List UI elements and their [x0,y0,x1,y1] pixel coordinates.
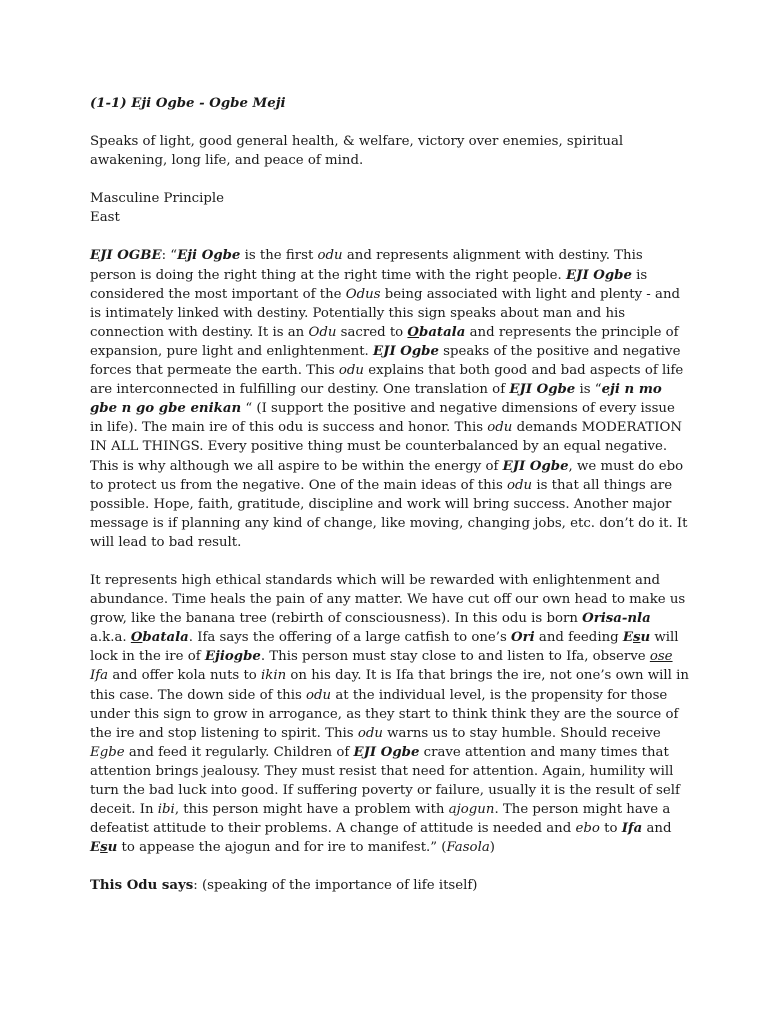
text-run: crave attention and many times that attention brings jealousy. They must resist that need for attention. Again, humility will turn the bad luck into good. If suffering poverty or failure, usually it is the result of self deceit. In [90,744,680,818]
term: Ifa [621,821,643,837]
text-run: “ (I support the positive and negative dimensions of every issue in life). The main ire of this odu is success and honor. This [90,401,675,436]
term: EJI Ogbe [502,458,569,474]
term: Ori [511,630,535,646]
term: odu [306,687,332,703]
term-underlined: s [100,840,108,856]
heading: (1-1) Eji Ogbe - Ogbe Meji [90,96,286,111]
text-run: . Ifa says the offering of a large catfish to one’s [188,630,512,646]
text-run: a.k.a. [90,630,131,646]
text-run: being associated with light and plenty - and is intimately linked with destiny. Potentially this sign speaks about man and his connection with destiny. It is an [90,286,681,340]
term: Odus [345,286,381,302]
principle-block [90,189,690,227]
text-run: and feed it regularly. Children of [124,744,354,760]
text-run: explains that both good and bad aspects of life are interconnected in fulfilling our destiny. One translation of [90,363,684,398]
text-run: sacred to [336,324,408,340]
term: EJI Ogbe [373,343,439,359]
text-run: is that all things are possible. Hope, faith, gratitude, discipline and work will bring success. Another major message is if planning any kind of change, like moving, changing jobs, etc. don’t do it. It will lead to bad result. [90,477,688,550]
term-underlined: ose [649,649,673,665]
text-run: and represents alignment with destiny. This person is doing the right thing at the right time with the right people. [90,248,643,283]
text-run: . The person might have a defeatist attitude to their problems. A change of attitude is needed and [90,802,671,837]
term: E [90,840,101,856]
term: batala [419,324,466,340]
term: Egbe [90,744,125,760]
term: odu [487,420,513,436]
text-run: and [642,821,672,837]
text-run: is considered the most important of the [90,267,648,302]
term: Odu [308,324,337,340]
closing-rest: : (speaking of the importance of life itself) [193,878,478,894]
closing-label: This Odu says [90,878,194,894]
paragraph-ethics [90,571,690,857]
text-run: to [599,821,622,837]
term-underlined: s [633,630,641,646]
text-run: demands MODERATION IN ALL THINGS. Every positive thing must be counterbalanced by an equal negative. This is why although we all aspire to be within the energy of [90,420,683,474]
text-run: warns us to stay humble. Should receive [382,725,661,741]
text-run: It represents high ethical standards which will be rewarded with enlightenment and abundance. Time heals the pain of any matter. We have cut off our own head to make us grow, like the banana tree (rebirth of consciousness). In this odu is born [90,572,686,627]
text-run: and represents the principle of expansion, pure light and enlightenment. [90,324,679,359]
term-underlined: O [130,630,143,646]
term: Ejiogbe [204,649,261,665]
term: EJI Ogbe [509,382,576,398]
term: odu [357,725,383,741]
term: u [107,840,118,856]
text-run: will lock in the ire of [90,630,679,665]
term: EJI Ogbe [566,267,632,283]
text-run: to appease the ajogun and for ire to manifest.” ( [117,840,447,856]
direction-line: East [90,210,120,226]
term: ibi [157,802,175,818]
text-run: at the individual level, is the propensity for those under this sign to grow in arrogance, as they start to think think they are the source of the ire and stop listening to spirit. This [90,687,679,741]
term: odu [317,248,343,264]
text-run: , this person might have a problem with [174,802,449,818]
term: batala [142,630,189,646]
term: Ifa [90,668,109,684]
text-run: is “ [575,382,602,398]
term: odu [507,477,533,493]
term: Eji Ogbe [177,248,241,264]
principle-line: Masculine Principle [90,191,224,207]
text-run: . This person must stay close to and listen to Ifa, observe [260,649,650,665]
text-run: ) [489,840,495,856]
term: EJI OGBE [90,248,162,264]
term: ebo [575,821,600,837]
term: E [622,630,634,646]
text-run: : “ [161,248,178,264]
term: u [640,630,651,646]
term: ajogun [448,802,495,818]
paragraph-eji-ogbe [90,246,690,552]
document-page [90,94,690,895]
text-run: speaks of the positive and negative forces that permeate the earth. This [90,343,681,379]
term: odu [338,363,364,379]
text-run: and offer kola nuts to [108,668,262,684]
term: EJI Ogbe [353,744,420,760]
term: ikin [261,668,287,684]
text-run: and feeding [534,630,623,646]
text-run: on his day. It is Ifa that brings the ire, not one’s own will in this case. The down side of this [90,668,689,703]
term-underlined: O [407,324,420,340]
intro-paragraph: Speaks of light, good general health, & welfare, victory over enemies, spiritual awakening, long life, and peace of mind. [90,134,624,169]
closing-line [90,876,690,895]
text-run: , we must do ebo to protect us from the negative. One of the main ideas of this [90,458,684,493]
term: Fasola [446,840,490,856]
term: Orisa-nla [582,611,651,627]
text-run: is the first [240,248,318,264]
term: eji n mo gbe n go gbe enikan [90,382,662,417]
